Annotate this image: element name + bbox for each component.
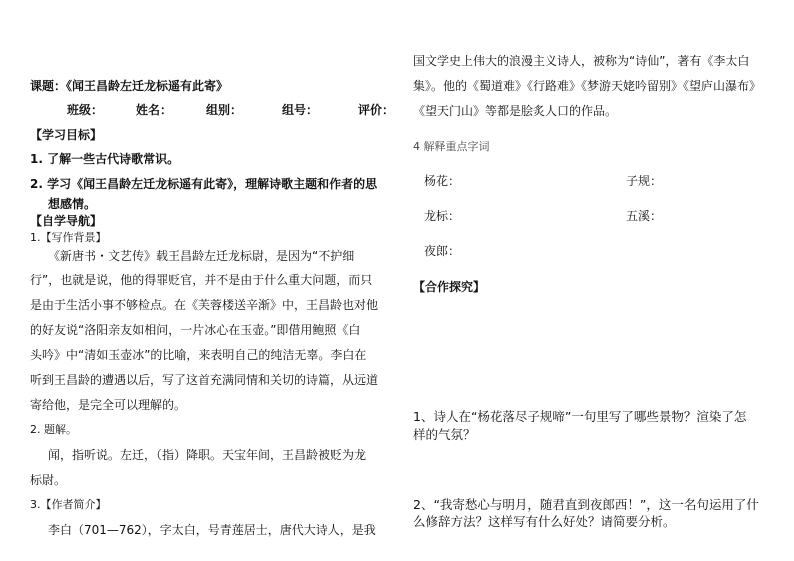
question-2-line-1: 2、“我寄愁心与明月，随君直到夜郎西！”，这一名句运用了什 <box>413 497 759 512</box>
background-line-4: 的好友说“洛阳亲友如相问，一片冰心在玉壶。”即借用鲍照《白 <box>30 323 361 337</box>
background-line-1: 《新唐书・文艺传》载王昌龄左迁龙标尉，是因为“不护细 <box>48 249 355 263</box>
question-1-line-2: 样的气氛？ <box>413 427 476 442</box>
title-explain-heading: 2. 题解。 <box>30 423 77 436</box>
question-1-line-1: 1、诗人在“杨花落尽子规啼”一句里写了哪些景物？渲染了怎 <box>413 409 747 424</box>
background-line-3: 是由于生活小事不够检点。在《芙蓉楼送辛渐》中，王昌龄也对他 <box>30 298 379 312</box>
background-heading: 1.【写作背景】 <box>30 231 107 244</box>
question-2-line-2: 么修辞方法？这样写有什么好处？请简要分析。 <box>413 514 676 529</box>
lesson-title: 课题：《闻王昌龄左迁龙标遥有此寄》 <box>30 79 229 93</box>
guide-heading: 【自学导航】 <box>30 214 103 228</box>
vocab-yanghua: 杨花： <box>424 174 461 188</box>
author-heading: 3.【作者简介】 <box>30 498 107 511</box>
background-line-6: 听到王昌龄的遭遇以后，写了这首充满同情和关切的诗篇，从远道 <box>30 373 379 387</box>
field-group: 组别： <box>206 103 243 117</box>
objective-2-line-2: 想感情。 <box>48 197 97 211</box>
vocab-yelang: 夜郎： <box>424 244 461 258</box>
background-line-7: 寄给他，是完全可以理解的。 <box>30 398 187 412</box>
objectives-heading: 【学习目标】 <box>30 128 103 142</box>
author-cont-line-1: 国文学史上伟大的浪漫主义诗人，被称为“诗仙”，著有《李太白 <box>413 54 750 68</box>
title-explain-line-1: 闻，指听说。左迁，（指）降职。天宝年间，王昌龄被贬为龙 <box>48 448 367 462</box>
vocab-longbiao: 龙标： <box>424 209 461 223</box>
field-group-number: 组号： <box>282 103 319 117</box>
background-line-5: 头吟》中“清如玉壶冰”的比喻，来表明自己的纯洁无辜。李白在 <box>30 348 367 362</box>
title-explain-line-2: 标尉。 <box>30 473 67 487</box>
field-class: 班级： <box>67 103 104 117</box>
author-line: 李白（701—762），字太白，号青莲居士，唐代大诗人，是我 <box>48 523 376 537</box>
field-evaluation: 评价： <box>358 103 395 117</box>
vocab-wuxi: 五溪： <box>626 209 663 223</box>
author-cont-line-2: 集》。他的《蜀道难》《行路难》《梦游天姥吟留别》《望庐山瀑布》 <box>413 79 762 93</box>
coop-heading: 【合作探究】 <box>413 280 486 294</box>
vocab-zigui: 子规： <box>626 174 663 188</box>
vocab-heading: 4 解释重点字词 <box>413 140 490 153</box>
objective-1: 1. 了解一些古代诗歌常识。 <box>30 152 180 166</box>
background-line-2: 行”，也就是说，他的得罪贬官，并不是由于什么重大问题，而只 <box>30 273 373 287</box>
author-cont-line-3: 《望天门山》等都是脍炙人口的作品。 <box>413 104 618 118</box>
field-name: 姓名： <box>136 103 173 117</box>
objective-2-line-1: 2. 学习《闻王昌龄左迁龙标遥有此寄》，理解诗歌主题和作者的思 <box>30 177 378 191</box>
